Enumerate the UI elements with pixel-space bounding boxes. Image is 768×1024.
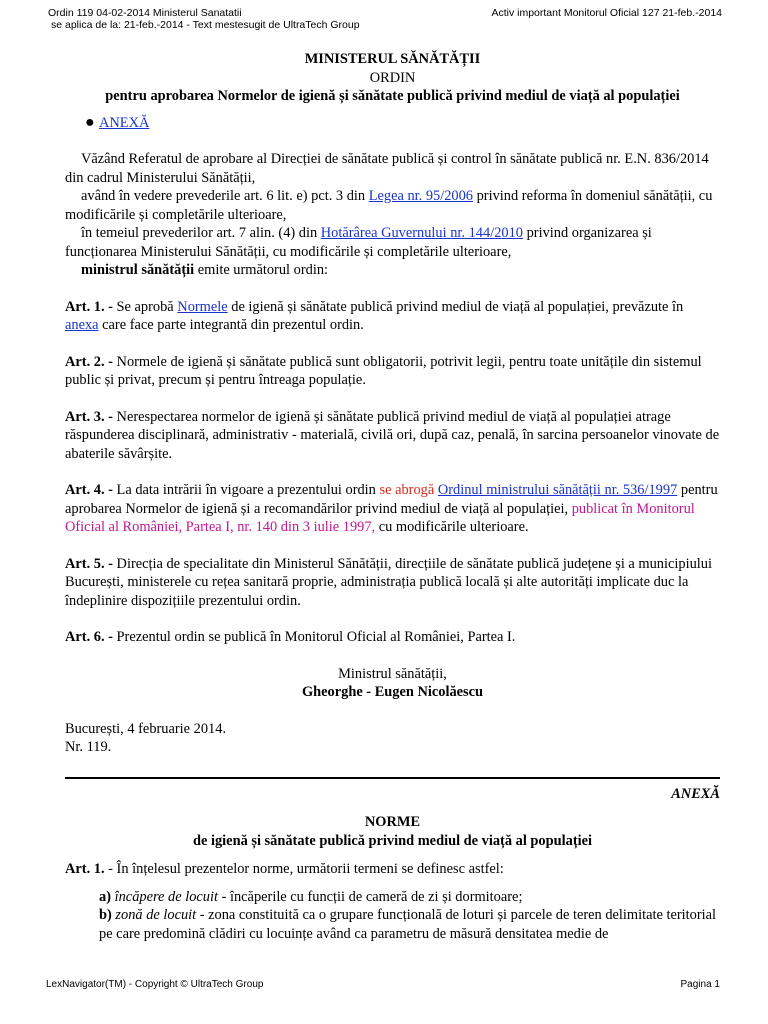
- article-3: [65, 408, 720, 464]
- article-1-text-3: care face parte integrantă din prezentul ordin.: [98, 317, 364, 333]
- ministry-title: MINISTERUL SĂNĂTĂȚII: [304, 51, 481, 67]
- anexa-inline-link[interactable]: anexa: [65, 317, 99, 333]
- article-5-label: Art. 5. -: [65, 555, 113, 572]
- annex-article-1-text: - În înțelesul prezentelor norme, următorii termeni se definesc astfel:: [104, 861, 504, 877]
- signature-name: Gheorghe - Eugen Nicolăescu: [301, 684, 484, 700]
- article-4-text-2: pentru aprobarea Normelor de igienă și a recomandărilor privind mediul de viață al populației,: [65, 482, 718, 517]
- article-3-label: Art. 3. -: [65, 408, 113, 425]
- ordin-536-1997-link[interactable]: Ordinul ministrului sănătății nr. 536/1997: [437, 482, 678, 498]
- preamble-hg-text-2: privind organizarea și funcționarea Ministerului Sănătății, cu modificările și completările ulterioare,: [65, 225, 652, 260]
- header-status: Activ important Monitorul Oficial 127 21-feb.-2014: [491, 7, 722, 19]
- article-4-label: Art. 4. -: [65, 482, 113, 498]
- article-2-label: Art. 2. -: [65, 353, 113, 370]
- header-left: [48, 7, 360, 31]
- article-1-text: Se aprobă: [112, 298, 178, 315]
- preamble-hg: [65, 224, 720, 261]
- hg-144-2010-link[interactable]: Hotărârea Guvernului nr. 144/2010: [320, 225, 523, 241]
- section-divider: [65, 777, 720, 779]
- item-a-label: a): [99, 888, 111, 905]
- abrogation-marker: se abrogă: [379, 482, 435, 498]
- preamble-law-text: având în vedere prevederile art. 6 lit. e) pct. 3 din: [81, 188, 369, 204]
- header-doc-id: Ordin 119 04-02-2014 Ministerul Sanatatii: [48, 7, 242, 19]
- minister-label: ministrul sănătății: [81, 262, 195, 278]
- article-2: [65, 353, 720, 390]
- article-6-label: Art. 6. -: [65, 629, 113, 645]
- definition-item-a: [65, 888, 720, 907]
- article-6-text: Prezentul ordin se publică în Monitorul Oficial al României, Partea I.: [112, 629, 516, 645]
- signature-role: Ministrul sănătății,: [338, 665, 447, 682]
- preamble-minister-text: emite următorul ordin:: [194, 262, 329, 278]
- article-1: [65, 298, 720, 335]
- annex-title: NORME: [364, 814, 421, 830]
- item-b-text: - zona constituită ca o grupare funcțională de loturi și parcele de teren delimitate teritorial pe care predomină clădiri cu locuințe având ca parametru de măsură densitatea medie de: [99, 907, 716, 942]
- preamble-hg-text: în temeiul prevederilor art. 7 alin. (4) din: [81, 225, 321, 241]
- footer-copyright: LexNavigator(TM) - Copyright © UltraTech Group: [46, 979, 264, 990]
- place-date: București, 4 februarie 2014.: [65, 720, 227, 737]
- article-4: [65, 481, 720, 537]
- publication-reference: publicat în Monitorul Oficial al României, Partea I, nr. 140 din 3 iulie 1997,: [65, 500, 695, 535]
- item-a-text: - încăperile cu funcții de cameră de zi și dormitoare;: [217, 888, 523, 905]
- annex-subtitle: de igienă și sănătate publică privind mediul de viață al populației: [193, 832, 592, 849]
- article-1-label: Art. 1. -: [65, 298, 113, 315]
- annex-label: ANEXĂ: [671, 785, 720, 802]
- article-3-text: Nerespectarea normelor de igienă și sănătate publică privind mediul de viață al populației atrage răspunderea disciplinară, administrativ - materială, civilă ori, după caz, penală, în sarcina persoanelor vinovate de abaterile săvârșite.: [65, 408, 720, 462]
- order-number: Nr. 119.: [65, 739, 112, 755]
- document-subtitle: pentru aprobarea Normelor de igienă și sănătate publică privind mediul de viață al populației: [105, 88, 680, 104]
- preamble-law: [65, 187, 720, 224]
- annex-article-1-label: Art. 1.: [65, 861, 105, 877]
- item-a-term: încăpere de locuit: [114, 888, 218, 905]
- article-4-text-3: cu modificările ulterioare.: [375, 519, 529, 535]
- document-type: ORDIN: [369, 69, 416, 86]
- anexa-link[interactable]: ANEXĂ: [99, 114, 150, 131]
- article-5-text: Direcția de specialitate din Ministerul Sănătății, direcțiile de sănătate publică județene și a municipiului București, ministerele cu rețea sanitară proprie, administrația publică locală și alte autorități implicate duc la îndeplinire dispozițiile prezentului ordin.: [65, 555, 712, 609]
- preamble-referat: Văzând Referatul de aprobare al Direcției de sănătate publică și control în sănătate publică nr. E.N. 836/2014 din cadrul Ministerului Sănătății,: [65, 151, 709, 186]
- preamble-law-text-2: privind reforma în domeniul sănătății, cu modificările și completările ulterioare,: [65, 188, 713, 223]
- item-b-label: b): [99, 907, 112, 923]
- item-b-term: zonă de locuit: [115, 907, 197, 923]
- article-5: [65, 555, 720, 611]
- article-6: [65, 628, 720, 647]
- annex-article-1: [65, 860, 720, 879]
- header-applicability: se aplica de la: 21-feb.-2014 - Text mestesugit de UltraTech Group: [51, 19, 360, 31]
- article-4-text: La data intrării în vigoare a prezentului ordin: [112, 482, 380, 498]
- definition-item-b: [65, 906, 720, 943]
- anexa-bullet-item: [65, 114, 720, 133]
- document-body: [65, 50, 720, 943]
- legea-95-2006-link[interactable]: Legea nr. 95/2006: [368, 188, 474, 204]
- preamble-minister: [65, 261, 720, 280]
- bullet-icon: ●: [85, 113, 95, 131]
- footer-page-number: Pagina 1: [680, 979, 720, 990]
- normele-link[interactable]: Normele: [177, 298, 228, 315]
- article-2-text: Normele de igienă și sănătate publică sunt obligatorii, potrivit legii, pentru toate unitățile din sistemul public și privat, precum și pentru întreaga populație.: [65, 353, 702, 388]
- article-1-text-2: de igienă și sănătate publică privind mediul de viață al populației, prevăzute în: [227, 298, 684, 315]
